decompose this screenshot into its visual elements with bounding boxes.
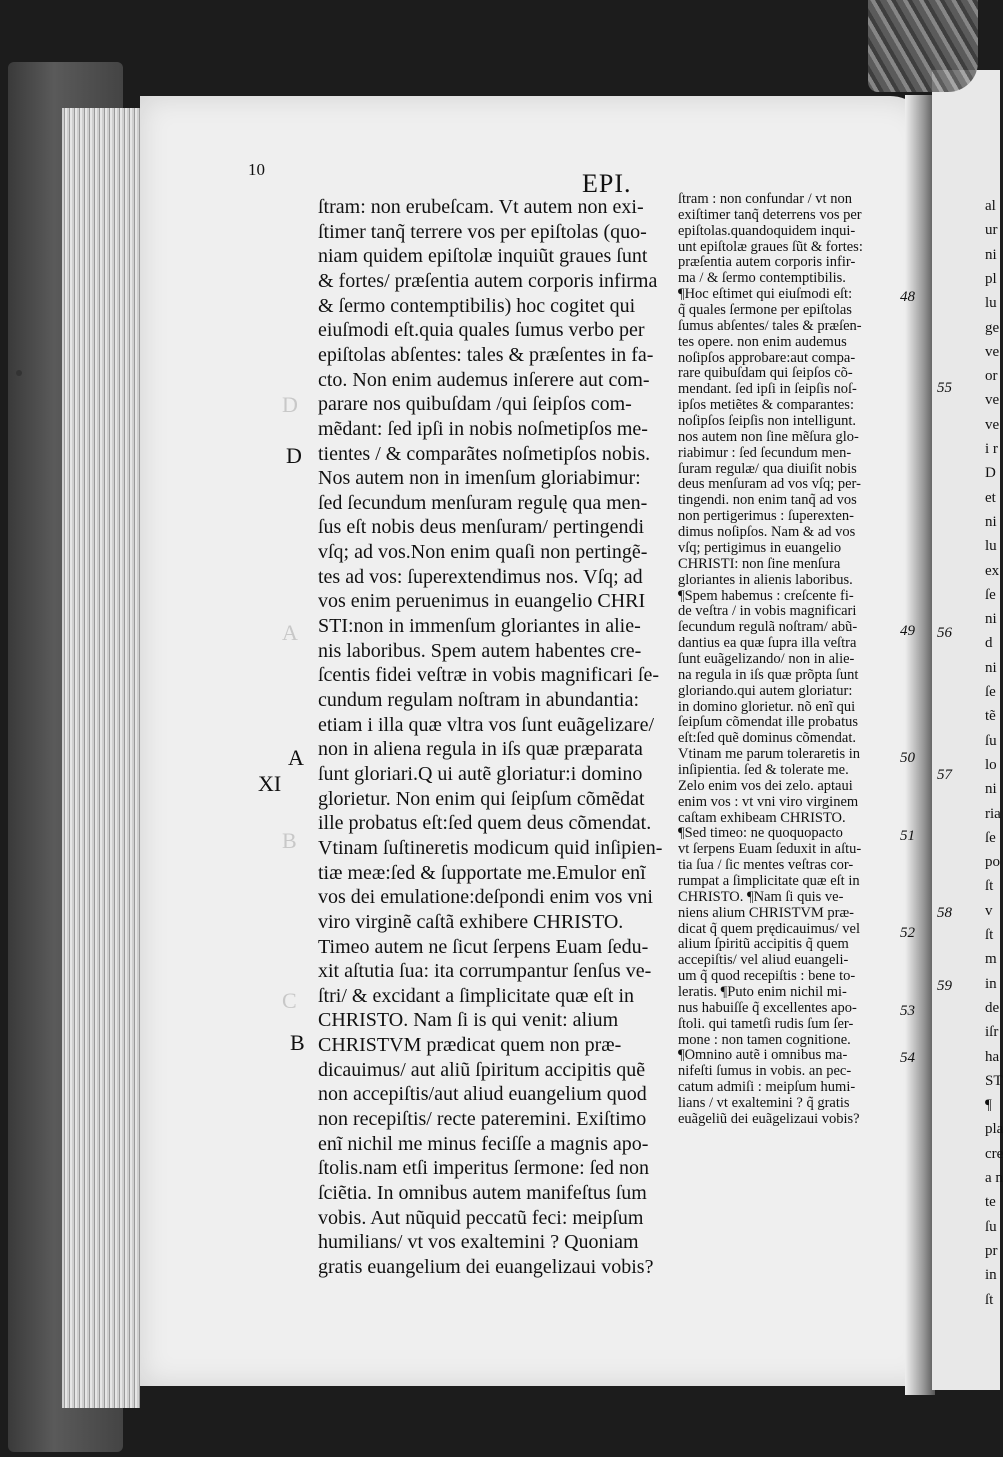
commentary-line: noſipſos ſeipſis non intelligunt.: [678, 413, 857, 430]
verse-number: 49: [900, 623, 915, 639]
commentary-line: in domino glorietur. nõ enĩ qui: [678, 698, 856, 715]
text-line: mẽdant: ſed ipſi in nobis noſmetipſos me-: [318, 417, 648, 440]
commentary-line: rumpat a ſimplicitate quæ eſt in: [678, 872, 860, 889]
text-line: ille probatus eſt:ſed quem deus cõmendat.: [318, 812, 652, 835]
fragment-line: ni: [985, 781, 997, 798]
text-line: ſunt gloriari.Q ui autẽ gloriatur:i domino: [318, 762, 643, 785]
commentary-line: ſunt euãgelizando/ non in alie-: [678, 650, 855, 667]
verse-number: 50: [900, 750, 915, 766]
text-line: glorietur. Non enim qui ſeipſum cõmẽdat: [318, 787, 645, 810]
ink-spot: [16, 370, 22, 376]
text-line: ſtimer tanq̃ terrere vos per epiſtolas (quo-: [318, 220, 647, 243]
fragment-line: po: [985, 854, 1000, 871]
text-line: cto. Non enim audemus inſerere aut com-: [318, 368, 650, 391]
fragment-line: D: [985, 465, 996, 482]
commentary-line: q̃ quales ſermone per epiſtolas: [678, 302, 852, 319]
commentary-line: noſipſos approbare:aut compa-: [678, 349, 856, 366]
fragment-line: de: [985, 999, 1000, 1016]
right-page-verse-number: 57: [937, 767, 952, 783]
text-line: CHRISTO. Nam ſi is qui venit: alium: [318, 1009, 619, 1032]
commentary-line: riabimur : ſed ſecundum men-: [678, 444, 852, 461]
commentary-line: nus habuiſſe q̃ excellentes apo-: [678, 999, 857, 1016]
text-line: STI:non in immenſum gloriantes in alie-: [318, 615, 641, 638]
text-line: ſtri/ & excidant a ſimplicitate quæ eſt in: [318, 984, 635, 1007]
commentary-line: rare quibuſdam qui ſeipſos cõ-: [678, 365, 853, 382]
fragment-line: ex: [985, 562, 1000, 579]
text-line: CHRISTVM prædicat quem non præ-: [318, 1034, 622, 1057]
fragment-line: ur: [985, 222, 998, 239]
commentary-line: nos autem non ſine mẽſura glo-: [678, 428, 859, 445]
commentary-line: vt ſerpens Euam ſeduxit in aſtu-: [678, 841, 862, 858]
text-line: ſtolis.nam etſi imperitus ſermone: ſed non: [318, 1157, 650, 1180]
commentary-line: deus menſuram ad vos vſq; per-: [678, 476, 861, 493]
commentary-line: lians / vt exaltemini ? q̃ gratis: [678, 1095, 850, 1112]
commentary-line: mone : non tamen cognitione.: [678, 1031, 851, 1048]
fragment-line: or: [985, 368, 998, 385]
bleed-through-mark: A: [282, 620, 298, 645]
text-line: vſq; ad vos.Non enim quaſi non pertingẽ-: [318, 541, 648, 564]
margin-letter: B: [290, 1030, 305, 1055]
commentary-line: ſecundum regulã noſtram/ abũ-: [678, 619, 858, 636]
text-line: eiuſmodi eſt.quia quales ſumus verbo per: [318, 319, 645, 342]
right-page: [932, 70, 1003, 1390]
fragment-line: ſe: [985, 586, 996, 603]
commentary-line: catum admiſi : meipſum humi-: [678, 1079, 856, 1096]
fragment-line: v: [985, 902, 993, 919]
margin-letter: A: [288, 745, 304, 770]
commentary-line: ma / & ſermo contemptibilis.: [678, 270, 846, 287]
fragment-line: et: [985, 489, 996, 506]
commentary-line: CHRISTO. ¶Nam ſi quis ve-: [678, 888, 844, 905]
commentary-line: inſipientia. ſed & tolerate me.: [678, 761, 849, 778]
commentary-line: dicat q̃ quem prędicauimus/ vel: [678, 920, 861, 937]
bookmark-ribbon: [868, 0, 978, 92]
fragment-line: d: [985, 635, 993, 652]
commentary-line: vſq; pertigimus in euangelio: [678, 539, 842, 556]
text-line: humilians/ vt vos exaltemini ? Quoniam: [318, 1231, 639, 1254]
verse-number: 52: [900, 925, 915, 941]
commentary-line: ¶Hoc eſtimet qui eiuſmodi eſt:: [678, 286, 853, 303]
text-line: non accepiſtis/aut aliud euangelium quod: [318, 1083, 647, 1106]
fragment-line: i r: [985, 441, 998, 457]
fragment-line: ve: [985, 392, 1000, 409]
commentary-line: gloriando.qui autem gloriatur:: [678, 682, 853, 699]
commentary-line: gloriantes in alienis laboribus.: [678, 571, 853, 588]
fragment-line: in: [985, 975, 997, 992]
right-page-verse-number: 59: [937, 978, 952, 994]
commentary-line: accepiſtis/ vel aliud euangeli-: [678, 952, 849, 969]
commentary-line: ipſos metiẽtes & comparantes:: [678, 397, 854, 414]
text-line: ſcentis fidei veſtræ in vobis magnificari ſe-: [318, 664, 660, 687]
fragment-line: ge: [985, 319, 1000, 336]
text-line: & fortes/ præſentia autem corporis infirma: [318, 269, 658, 292]
commentary-line: ¶Spem habemus : creſcente fi-: [678, 587, 854, 604]
fragment-line: pl: [985, 270, 997, 287]
text-line: non recepiſtis/ recte pateremini. Exiſtimo: [318, 1108, 647, 1131]
commentary-line: Vtinam me parum toleraretis in: [678, 746, 861, 763]
fragment-line: in: [985, 1267, 997, 1284]
fragment-line: te: [985, 1194, 996, 1211]
verse-number: 51: [900, 828, 915, 844]
commentary-line: euãgeliũ dei euãgelizaui vobis?: [678, 1110, 860, 1127]
fragment-line: pla: [985, 1121, 1003, 1138]
running-head: EPI.: [582, 169, 632, 198]
text-line: vos dei emulatione:deſpondi enim vos vni: [318, 886, 653, 909]
page-edges: [62, 108, 140, 1408]
right-page-verse-number: 58: [937, 905, 952, 921]
fragment-line: ſt: [985, 927, 994, 943]
commentary-line: leratis. ¶Puto enim nichil mi-: [678, 984, 847, 1000]
verse-number: 48: [900, 289, 915, 305]
text-line: viro virginẽ caſtã exhibere CHRISTO.: [318, 910, 624, 933]
fragment-line: ni: [985, 611, 997, 628]
text-line: nis laboribus. Spem autem habentes cre-: [318, 639, 642, 662]
text-line: parare nos quibuſdam /qui ſeipſos com-: [318, 393, 632, 416]
commentary-line: unt epiſtolæ graues ſũt & fortes:: [678, 238, 863, 255]
commentary-line: alium ſpiritũ accipitis q̃ quem: [678, 936, 849, 953]
fragment-line: ſt: [985, 878, 994, 895]
fragment-line: ve: [985, 343, 1000, 360]
text-line: ſed ſecundum menſuram regulę qua men-: [318, 491, 648, 514]
text-line: dicauimus/ aut aliũ ſpiritum accipitis quẽ: [318, 1058, 646, 1081]
commentary-line: tia ſua / ſic mentes veſtras cor-: [678, 857, 854, 874]
commentary-line: non pertigerimus : ſuperexten-: [678, 508, 854, 525]
commentary-line: ſtram : non confundar / vt non: [678, 191, 852, 207]
fragment-line: al: [985, 198, 996, 214]
fragment-line: pr: [985, 1242, 998, 1259]
commentary-line: niens alium CHRISTVM præ-: [678, 904, 855, 921]
commentary-line: enim vos : vt vni viro virginem: [678, 793, 859, 810]
commentary-line: dantius ea quæ ſupra illa veſtra: [678, 635, 857, 652]
commentary-line: ſuram regulæ/ qua diuiſit nobis: [678, 460, 857, 477]
fragment-line: ve: [985, 416, 1000, 433]
fragment-line: ni: [985, 513, 997, 530]
text-line: gratis euangelium dei euangelizaui vobis?: [318, 1255, 654, 1278]
fragment-line: ſe: [985, 684, 996, 700]
text-line: ſus eſt nobis deus menſuram/ pertingendi: [318, 516, 645, 539]
commentary-line: ¶Sed timeo: ne quoquopacto: [678, 825, 843, 842]
fragment-line: ſt: [985, 1291, 994, 1308]
commentary-line: caſtam exhibeam CHRISTO.: [678, 809, 846, 826]
commentary-line: tes opere. non enim audemus: [678, 333, 847, 350]
commentary-line: ¶Omnino autẽ i omnibus ma-: [678, 1047, 848, 1064]
text-line: cundum regulam noſtram in abundantia:: [318, 689, 640, 711]
margin-chapter-number: XI: [258, 771, 282, 796]
commentary-line: tingendi. non enim tanq̃ ad vos: [678, 492, 857, 509]
bleed-through-mark: B: [282, 828, 297, 853]
fragment-line: ¶: [985, 1097, 992, 1114]
text-line: xit aſtutia ſua: ita corrumpantur ſenſus ve-: [318, 960, 652, 983]
fragment-line: ſu: [985, 732, 997, 749]
commentary-line: CHRISTI: non ſine menſura: [678, 555, 841, 572]
commentary-line: exiſtimer tanq̃ deterrens vos per: [678, 206, 862, 223]
text-line: Vtinam ſuſtineretis modicum quid inſipien-: [318, 836, 663, 859]
commentary-line: na regula in iſs quæ prõpta ſunt: [678, 666, 859, 683]
fragment-line: ha: [985, 1048, 1000, 1065]
text-line: enĩ nichil me minus feciſſe a magnis apo-: [318, 1132, 649, 1155]
fragment-line: a n: [985, 1170, 1003, 1186]
text-line: ſciẽtia. In omnibus autem manifeſtus ſum: [318, 1182, 647, 1204]
text-line: ſtram: non erubeſcam. Vt autem non exi-: [318, 196, 644, 218]
fragment-line: lu: [985, 538, 997, 555]
verse-number: 54: [900, 1050, 915, 1066]
fragment-line: iſr: [985, 1024, 999, 1041]
text-line: vos enim peruenimus in euangelio CHRI: [318, 590, 646, 613]
fragment-line: ſu: [985, 1218, 997, 1235]
fragment-line: cre: [985, 1145, 1003, 1162]
fragment-line: tẽ: [985, 708, 996, 725]
bleed-through-mark: D: [282, 392, 298, 417]
commentary-line: um q̃ quod recepiſtis : bene to-: [678, 968, 856, 985]
commentary-line: ſumus abſentes/ tales & præſen-: [678, 317, 862, 334]
fragment-line: lu: [985, 295, 997, 312]
folio-number: 10: [248, 160, 265, 179]
text-line: Timeo autem ne ſicut ſerpens Euam ſedu-: [318, 935, 649, 958]
text-line: vobis. Aut nũquid peccatũ feci: meipſum: [318, 1206, 644, 1229]
margin-letter: D: [286, 443, 302, 468]
text-line: tiæ meæ:ſed & ſupportate me.Emulor enĩ: [318, 861, 646, 884]
text-line: epiſtolas abſentes: tales & præſentes in fa-: [318, 343, 654, 366]
right-page-verse-number: 56: [937, 625, 952, 641]
commentary-line: Zelo enim vos dei zelo. aptaui: [678, 777, 853, 794]
text-line: & ſermo contemptibilis) hoc cogitet qui: [318, 294, 636, 317]
bleed-through-mark: C: [282, 988, 297, 1013]
commentary-line: nifeſti ſumus in vobis. an pec-: [678, 1063, 852, 1080]
fragment-line: lo: [985, 756, 997, 773]
commentary-line: ſtoli. qui tametſi rudis ſum ſer-: [678, 1015, 854, 1032]
text-line: niam quidem epiſtolæ inquiũt graues ſunt: [318, 245, 648, 268]
commentary-line: mendant. ſed ipſi in ſeipſis noſ-: [678, 381, 857, 398]
commentary-line: de veſtra / in vobis magnificari: [678, 603, 857, 620]
fragment-line: ST: [985, 1072, 1003, 1089]
commentary-line: epiſtolas.quandoquidem inqui-: [678, 222, 856, 239]
fragment-line: m: [985, 951, 997, 968]
text-line: etiam i illa quæ vltra vos ſunt euãgelizare/: [318, 713, 655, 736]
commentary-line: eſt:ſed quẽ dominus cõmendat.: [678, 730, 856, 747]
text-line: tientes / & comparãtes noſmetipſos nobis.: [318, 442, 651, 465]
text-line: Nos autem non in imenſum gloriabimur:: [318, 467, 641, 490]
right-page-verse-number: 55: [937, 380, 952, 396]
fragment-line: ſe: [985, 829, 996, 846]
verse-number: 53: [900, 1003, 915, 1019]
commentary-line: dimus noſipſos. Nam & ad vos: [678, 524, 856, 541]
fragment-line: ria: [985, 805, 1001, 822]
fragment-line: ni: [985, 246, 997, 263]
text-line: non in aliena regula in iſs quæ præparata: [318, 738, 643, 761]
commentary-line: præſentia autem corporis infir-: [678, 254, 856, 271]
commentary-line: ſeipſum cõmendat ille probatus: [678, 714, 858, 731]
text-line: tes ad vos: ſuperextendimus nos. Vſq; ad: [318, 565, 643, 588]
fragment-line: ni: [985, 659, 997, 676]
